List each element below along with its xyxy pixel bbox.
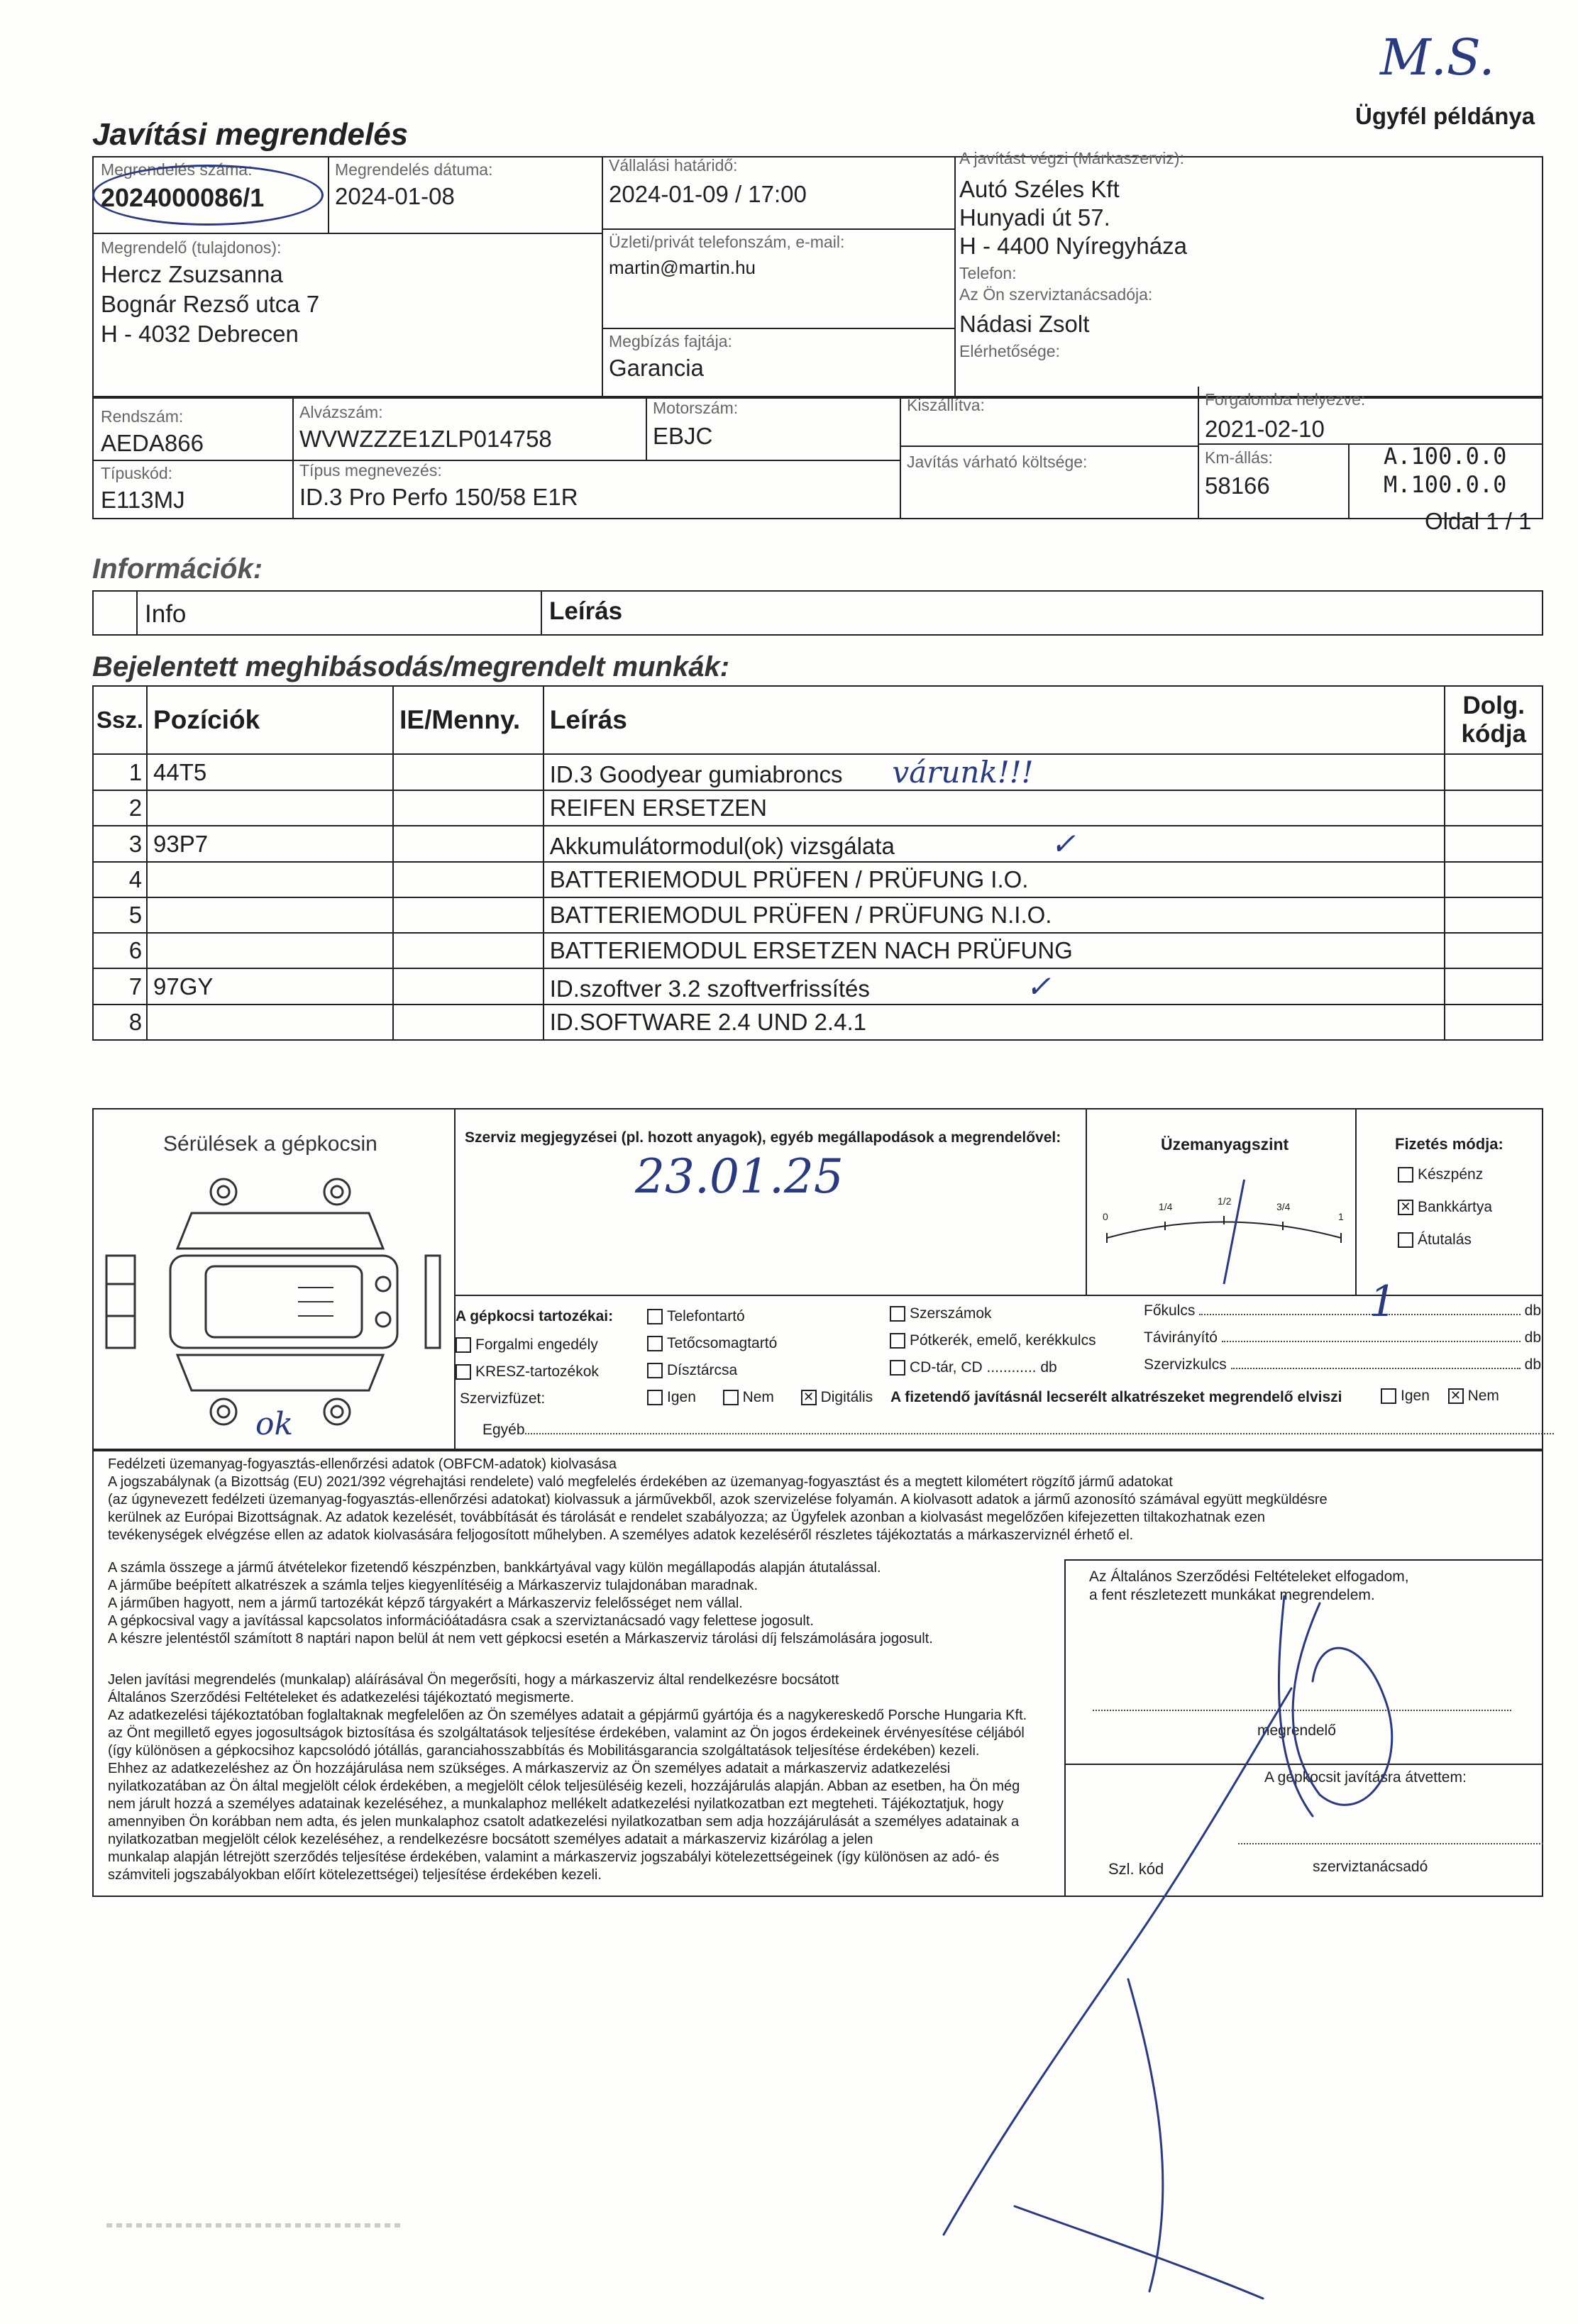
row-code <box>1445 968 1543 1005</box>
row-no: 6 <box>93 933 147 968</box>
row-description: ID.szoftver 3.2 szoftverfrissítés ✓ <box>544 968 1445 1005</box>
accessory-checkbox[interactable] <box>647 1336 663 1351</box>
row-qty <box>393 968 544 1005</box>
row-code <box>1445 790 1543 826</box>
accessories-col1 <box>456 1337 599 1390</box>
keys-list <box>1144 1302 1541 1383</box>
row-description: Akkumulátormodul(ok) vizsgálata ✓ <box>544 826 1445 862</box>
first-reg: 2021-02-10 <box>1205 416 1325 442</box>
engine-label: Motorszám: <box>653 399 739 417</box>
row-position <box>147 1005 393 1040</box>
legal-line: nem járult hozzá a személyes adatainak kezeléséhez, a munkalaphoz mellékelt adatkezelési nyilatkozatban ezt megteheti. Tájékoztatjuk, hogy <box>108 1796 1004 1812</box>
reach-label: Elérhetősége: <box>959 342 1060 360</box>
sign-role-advisor: szerviztanácsadó <box>1313 1859 1428 1875</box>
row-description: BATTERIEMODUL ERSETZEN NACH PRÜFUNG <box>544 933 1445 968</box>
accessory-item[interactable] <box>647 1362 777 1379</box>
accessory-item[interactable] <box>647 1308 777 1325</box>
row-position: 97GY <box>147 968 393 1005</box>
customer-label: Megrendelő (tulajdonos): <box>101 238 282 257</box>
info-col-info: Info <box>145 600 187 628</box>
row-code <box>1445 897 1543 933</box>
contact-label: Üzleti/privát telefonszám, e-mail: <box>609 233 845 251</box>
row-code <box>1445 826 1543 862</box>
row-no: 1 <box>93 754 147 790</box>
code-m: M.100.0.0 <box>1384 471 1507 498</box>
accessory-label: Pótkerék, emelő, kerékkulcs <box>910 1332 1096 1349</box>
deadline: 2024-01-09 / 17:00 <box>609 181 807 207</box>
row-no: 5 <box>93 897 147 933</box>
faint-print-1 <box>106 2223 404 2228</box>
legal-line: A járműbe beépített alkatrészek a számla teljes kiegyenlítéséig a Márkaszerviz tulajdonában maradnak. <box>108 1578 758 1593</box>
accessories-col2 <box>647 1308 777 1389</box>
deadline-label: Vállalási határidő: <box>609 156 738 175</box>
accessory-label: Szerszámok <box>910 1305 992 1322</box>
workshop-label: A javítást végzi (Márkaszerviz): <box>959 149 1184 167</box>
key-label: Távirányító <box>1144 1329 1218 1346</box>
advisor-name: Nádasi Zsolt <box>959 311 1090 337</box>
sb-igen-checkbox[interactable] <box>647 1390 663 1405</box>
payment-checkbox[interactable] <box>1398 1232 1413 1248</box>
signature-scribble <box>823 1582 1447 2320</box>
km-label: Km-állás: <box>1205 448 1273 467</box>
code-a: A.100.0.0 <box>1384 443 1507 470</box>
row-position <box>147 790 393 826</box>
key-unit: db <box>1524 1356 1541 1373</box>
accessories-col3 <box>890 1305 1096 1386</box>
row-position: 44T5 <box>147 754 393 790</box>
row-position <box>147 862 393 897</box>
row-code <box>1445 1005 1543 1040</box>
key-unit: db <box>1524 1329 1541 1346</box>
row-handwritten-note: ✓ <box>1025 969 1052 1004</box>
payment-option[interactable] <box>1398 1199 1492 1216</box>
work-row <box>93 826 1543 862</box>
parts-igen: Igen <box>1401 1388 1430 1404</box>
info-col-desc: Leírás <box>549 597 623 625</box>
accessory-item[interactable] <box>890 1332 1096 1349</box>
customer-city: H - 4032 Debrecen <box>101 321 299 347</box>
service-book-options <box>647 1389 873 1406</box>
work-header-row <box>93 686 1543 754</box>
sb-digital: Digitális <box>820 1389 873 1405</box>
work-row <box>93 790 1543 826</box>
accessory-item[interactable] <box>890 1305 1096 1322</box>
km: 58166 <box>1205 472 1270 499</box>
accessory-item[interactable] <box>456 1363 599 1380</box>
advisor-label: Az Ön szerviztanácsadója: <box>959 285 1153 304</box>
payment-option[interactable] <box>1398 1232 1492 1249</box>
legal-line: Általános Szerződési Feltételeket és adatkezelési tájékoztató megismerte. <box>108 1690 575 1705</box>
sb-nem: Nem <box>742 1389 774 1405</box>
remarks-label: Szerviz megjegyzései (pl. hozott anyagok), egyéb megállapodások a megrendelővel: <box>465 1129 1061 1146</box>
accessory-label: Dísztárcsa <box>667 1362 738 1378</box>
row-no: 7 <box>93 968 147 1005</box>
type-code-label: Típuskód: <box>101 464 172 482</box>
sign-text-2: a fent részletezett munkákat megrendelem. <box>1089 1587 1375 1603</box>
workshop-name: Autó Széles Kft <box>959 176 1120 202</box>
handwritten-initials: M.S. <box>1380 28 1495 87</box>
info-table <box>92 590 1543 636</box>
legal-line: A járműben hagyott, nem a jármű tartozékát képző tárgyakért a Márkaszerviz felelősséget nem vállal. <box>108 1595 743 1611</box>
legal-line: az Önt megillető egyes jogosultságok biztosítása és szolgáltatások teljesítése érdekében, valamint az Ön jogos érdekeinek érvényesítése céljából <box>108 1725 1025 1741</box>
legal-line: tevékenységek elvégzése ellen az adatok kiolvasására feljogosított műhelyben. A személyes adatok kezeléséről részletes tájékoztatás a márkaszerviznél érhető el. <box>108 1527 1134 1543</box>
car-diagram <box>99 1171 447 1433</box>
workshop-city: H - 4400 Nyíregyháza <box>959 233 1187 259</box>
legal-line: Fedélzeti üzemanyag-fogyasztás-ellenőrzési adatok (OBFCM-adatok) kiolvasása <box>108 1456 617 1472</box>
accessory-checkbox[interactable] <box>890 1333 905 1349</box>
szl-kod: Szl. kód <box>1108 1860 1164 1878</box>
vin-label: Alvázszám: <box>299 403 383 421</box>
key-row <box>1144 1302 1541 1319</box>
row-qty <box>393 933 544 968</box>
sign-text-1: Az Általános Szerződési Feltételeket elfogadom, <box>1089 1568 1409 1585</box>
accessory-checkbox[interactable] <box>890 1360 905 1376</box>
key-unit: db <box>1524 1302 1541 1319</box>
sign-role-customer: megrendelő <box>1257 1722 1336 1739</box>
key-label: Főkulcs <box>1144 1302 1196 1319</box>
row-description: ID.SOFTWARE 2.4 UND 2.4.1 <box>544 1005 1445 1040</box>
cost-label: Javítás várható költsége: <box>907 453 1088 471</box>
payment-checkbox[interactable] <box>1398 1167 1413 1183</box>
legal-line: Ehhez az adatkezeléshez az Ön hozzájárulása nem szükséges. A márkaszerviz az Ön személyes adatait a márkaszerviz adatkezelési <box>108 1761 951 1776</box>
row-no: 2 <box>93 790 147 826</box>
work-row <box>93 1005 1543 1040</box>
row-code <box>1445 933 1543 968</box>
type-name-label: Típus megnevezés: <box>299 461 442 480</box>
parts-igen-checkbox[interactable] <box>1381 1388 1396 1404</box>
row-qty <box>393 897 544 933</box>
parts-question: A fizetendő javításnál lecserélt alkatrészeket megrendelő elviszi <box>890 1389 1342 1405</box>
order-type-label: Megbízás fajtája: <box>609 332 732 350</box>
legal-line: munkalap alapján létrejött szerződés teljesítése érdekében, valamint a márkaszerviz jogszabályi kötelezettségeinek (így különösen az adó- és <box>108 1849 1000 1865</box>
fuel-label: Üzemanyagszint <box>1161 1135 1289 1153</box>
payment-checkbox[interactable]: ✕ <box>1398 1200 1413 1215</box>
row-description: ID.3 Goodyear gumiabroncs várunk!!! <box>544 754 1445 790</box>
vin: WVWZZZE1ZLP014758 <box>299 426 552 452</box>
row-description: BATTERIEMODUL PRÜFEN / PRÜFUNG I.O. <box>544 862 1445 897</box>
copy-label: Ügyfél példánya <box>1355 103 1535 129</box>
key-row <box>1144 1329 1541 1346</box>
work-row <box>93 968 1543 1005</box>
accessory-checkbox[interactable] <box>890 1306 905 1322</box>
legal-line: A jogszabálynak (a Bizottság (EU) 2021/392 végrehajtási rendelete) való megfelelés érdekében az üzemanyag-fogyasztást és a megtett kilométert rögzítő jármű adatokat <box>108 1474 1173 1490</box>
accessory-checkbox[interactable] <box>647 1363 663 1378</box>
col-desc: Leírás <box>544 686 1445 754</box>
damage-title: Sérülések a gépkocsin <box>163 1132 377 1156</box>
accessory-label: Forgalmi engedély <box>475 1337 598 1353</box>
contact: martin@martin.hu <box>609 257 756 278</box>
engine: EBJC <box>653 423 713 449</box>
row-no: 4 <box>93 862 147 897</box>
service-book-label: Szervizfüzet: <box>460 1390 546 1407</box>
legal-line: Az adatkezelési tájékoztatóban foglaltaknak megfelelően az Ön személyes adatait a gépjármű gyártója és a nagykereskedő Porsche Hungaria Kft. <box>108 1708 1027 1723</box>
work-row <box>93 862 1543 897</box>
row-qty <box>393 826 544 862</box>
page-title: Javítási megrendelés <box>92 117 409 152</box>
workshop-street: Hunyadi út 57. <box>959 204 1110 231</box>
damage-handwritten: ok <box>255 1406 294 1442</box>
row-qty <box>393 1005 544 1040</box>
work-table <box>92 685 1543 1041</box>
accessory-label: KRESZ-tartozékok <box>475 1363 599 1380</box>
work-row <box>93 897 1543 933</box>
work-row <box>93 754 1543 790</box>
col-pos: Pozíciók <box>147 686 393 754</box>
legal-line: amennyiben Ön korábban nem adta, és jelen munkalaphoz csatolt adatkezelési nyilatkozatban sem adja hozzájárulását a személyes adatainak a <box>108 1814 1020 1830</box>
sb-igen: Igen <box>667 1389 696 1405</box>
sb-digital-checkbox[interactable]: ✕ <box>801 1390 817 1405</box>
legal-line: A számla összege a jármű átvételekor fizetendő készpénzben, bankkártyával vagy külön megállapodás alapján átutalással. <box>108 1560 881 1576</box>
row-no: 8 <box>93 1005 147 1040</box>
accessory-item[interactable] <box>890 1359 1096 1376</box>
row-qty <box>393 754 544 790</box>
legal-line: (az úgynevezett fedélzeti üzemanyag-fogyasztás-ellenőrzési adatokat) kiolvassuk a járművekből, azok szervizelése folyamán. A kiolvasott adatok a jármű azonosító számával együtt megküldésre <box>108 1492 1328 1507</box>
row-description: BATTERIEMODUL PRÜFEN / PRÜFUNG N.I.O. <box>544 897 1445 933</box>
order-date-label: Megrendelés dátuma: <box>335 160 493 179</box>
accessory-checkbox[interactable] <box>456 1364 471 1380</box>
accessory-checkbox[interactable] <box>647 1309 663 1324</box>
row-qty <box>393 862 544 897</box>
legal-obfcm <box>108 1456 1442 1544</box>
work-row <box>93 933 1543 968</box>
legal-line: A készre jelentéstől számított 8 naptári napon belül át nem vett gépkocsi esetén a Márkaszerviz tárolási díj felszámolására jogosult. <box>108 1631 933 1647</box>
order-no: 2024000086/1 <box>101 183 265 212</box>
accessory-label: Telefontartó <box>667 1308 745 1324</box>
sb-nem-checkbox[interactable] <box>723 1390 739 1405</box>
type-code: E113MJ <box>101 487 185 513</box>
accessory-item[interactable] <box>456 1337 599 1354</box>
row-position: 93P7 <box>147 826 393 862</box>
handwritten-circle <box>92 165 324 226</box>
fuel-tick-3: 3/4 <box>1276 1201 1291 1212</box>
fuel-tick-4: 1 <box>1338 1211 1344 1222</box>
accessories-label: A gépkocsi tartozékai: <box>456 1308 614 1324</box>
row-no: 3 <box>93 826 147 862</box>
work-section-title: Bejelentett meghibásodás/megrendelt munkák: <box>92 651 730 682</box>
payment-label-text: Átutalás <box>1418 1232 1472 1248</box>
fuel-gauge <box>1093 1163 1355 1291</box>
legal-line: nyilatkozatban megjelölt célok kezeléséhez, a rendelkezésre bocsátott személyes adatait a márkaszerviz kizárólag a jelen <box>108 1832 873 1847</box>
parts-nem: Nem <box>1467 1388 1499 1404</box>
handover-text: A gépkocsit javításra átvettem: <box>1264 1769 1467 1786</box>
payment-label: Fizetés módja: <box>1395 1135 1503 1153</box>
legal-line: A gépkocsival vagy a javítással kapcsolatos információátadásra csak a szerviztanácsadó vagy felettese jogosult. <box>108 1613 814 1629</box>
order-no-label: Megrendelés száma: <box>101 160 253 179</box>
info-section-title: Információk: <box>92 553 263 585</box>
fuel-tick-2: 1/2 <box>1218 1195 1232 1207</box>
legal-line: nyilatkozatában az Ön által megjelölt célok érdekében, a megjelölt célok teljesüléséig kezeli, hozzájárulás alapján. Abban az esetben, ha Ön még <box>108 1778 1020 1794</box>
first-reg-label: Forgalomba helyezve: <box>1205 390 1366 409</box>
row-description: REIFEN ERSETZEN <box>544 790 1445 826</box>
row-position <box>147 897 393 933</box>
legal-line: számviteli jogszabályokban előírt kötelezettségei) teljesítése érdekében kezeli. <box>108 1867 602 1883</box>
row-handwritten-note: várunk!!! <box>892 755 1034 790</box>
accessory-label: Tetőcsomagtartó <box>667 1335 778 1351</box>
accessory-checkbox[interactable] <box>456 1337 471 1353</box>
plate: AEDA866 <box>101 430 204 456</box>
page-number: Oldal 1 / 1 <box>1425 508 1532 534</box>
type-name: ID.3 Pro Perfo 150/58 E1R <box>299 484 578 510</box>
row-code <box>1445 754 1543 790</box>
accessory-item[interactable] <box>647 1335 777 1352</box>
issued-label: Kiszállítva: <box>907 396 985 414</box>
col-code: Dolg. kódja <box>1445 686 1543 754</box>
payment-label-text: Bankkártya <box>1418 1199 1493 1215</box>
payment-label-text: Készpénz <box>1418 1166 1484 1183</box>
row-code <box>1445 862 1543 897</box>
customer-name: Hercz Zsuzsanna <box>101 261 283 287</box>
key-label: Szervizkulcs <box>1144 1356 1227 1373</box>
legal-line: Jelen javítási megrendelés (munkalap) aláírásával Ön megerősíti, hogy a márkaszerviz által rendelkezésre bocsátott <box>108 1672 839 1688</box>
row-handwritten-note: ✓ <box>1050 826 1076 861</box>
accessory-label: CD-tár, CD ............ db <box>910 1359 1057 1376</box>
row-position <box>147 933 393 968</box>
fuel-tick-1: 1/4 <box>1159 1201 1173 1212</box>
col-no: Ssz. <box>93 686 147 754</box>
order-date: 2024-01-08 <box>335 183 455 209</box>
keys-handwritten: 1 <box>1369 1277 1397 1327</box>
legal-line: kerülnek az Európai Bizottságnak. Az adatok kezelését, továbbítását és tárolását e rendelet szabályozza; az Ügyfelek azonban a kiolvasást megelőzően kifejezetten tiltakozhatnak ezen <box>108 1510 1265 1525</box>
remarks-handwritten: 23.01.25 <box>635 1149 844 1204</box>
plate-label: Rendszám: <box>101 407 184 426</box>
customer-street: Bognár Rezső utca 7 <box>101 291 320 317</box>
fuel-tick-0: 0 <box>1103 1211 1108 1222</box>
col-qty: IE/Menny. <box>393 686 544 754</box>
order-type: Garancia <box>609 355 704 381</box>
phone-label: Telefon: <box>959 264 1017 282</box>
parts-nem-checkbox[interactable]: ✕ <box>1448 1388 1464 1404</box>
key-row <box>1144 1356 1541 1373</box>
row-qty <box>393 790 544 826</box>
legal-line: (így különösen a gépkocsihoz kapcsolódó jótállás, garanciahosszabbítás és Mobilitásgarancia szolgáltatások teljesítése érdekében) kezeli. <box>108 1743 980 1759</box>
parts-options <box>1381 1388 1499 1405</box>
payment-option[interactable] <box>1398 1166 1492 1183</box>
payment-options <box>1398 1166 1492 1264</box>
other-label: Egyéb <box>482 1422 1554 1439</box>
